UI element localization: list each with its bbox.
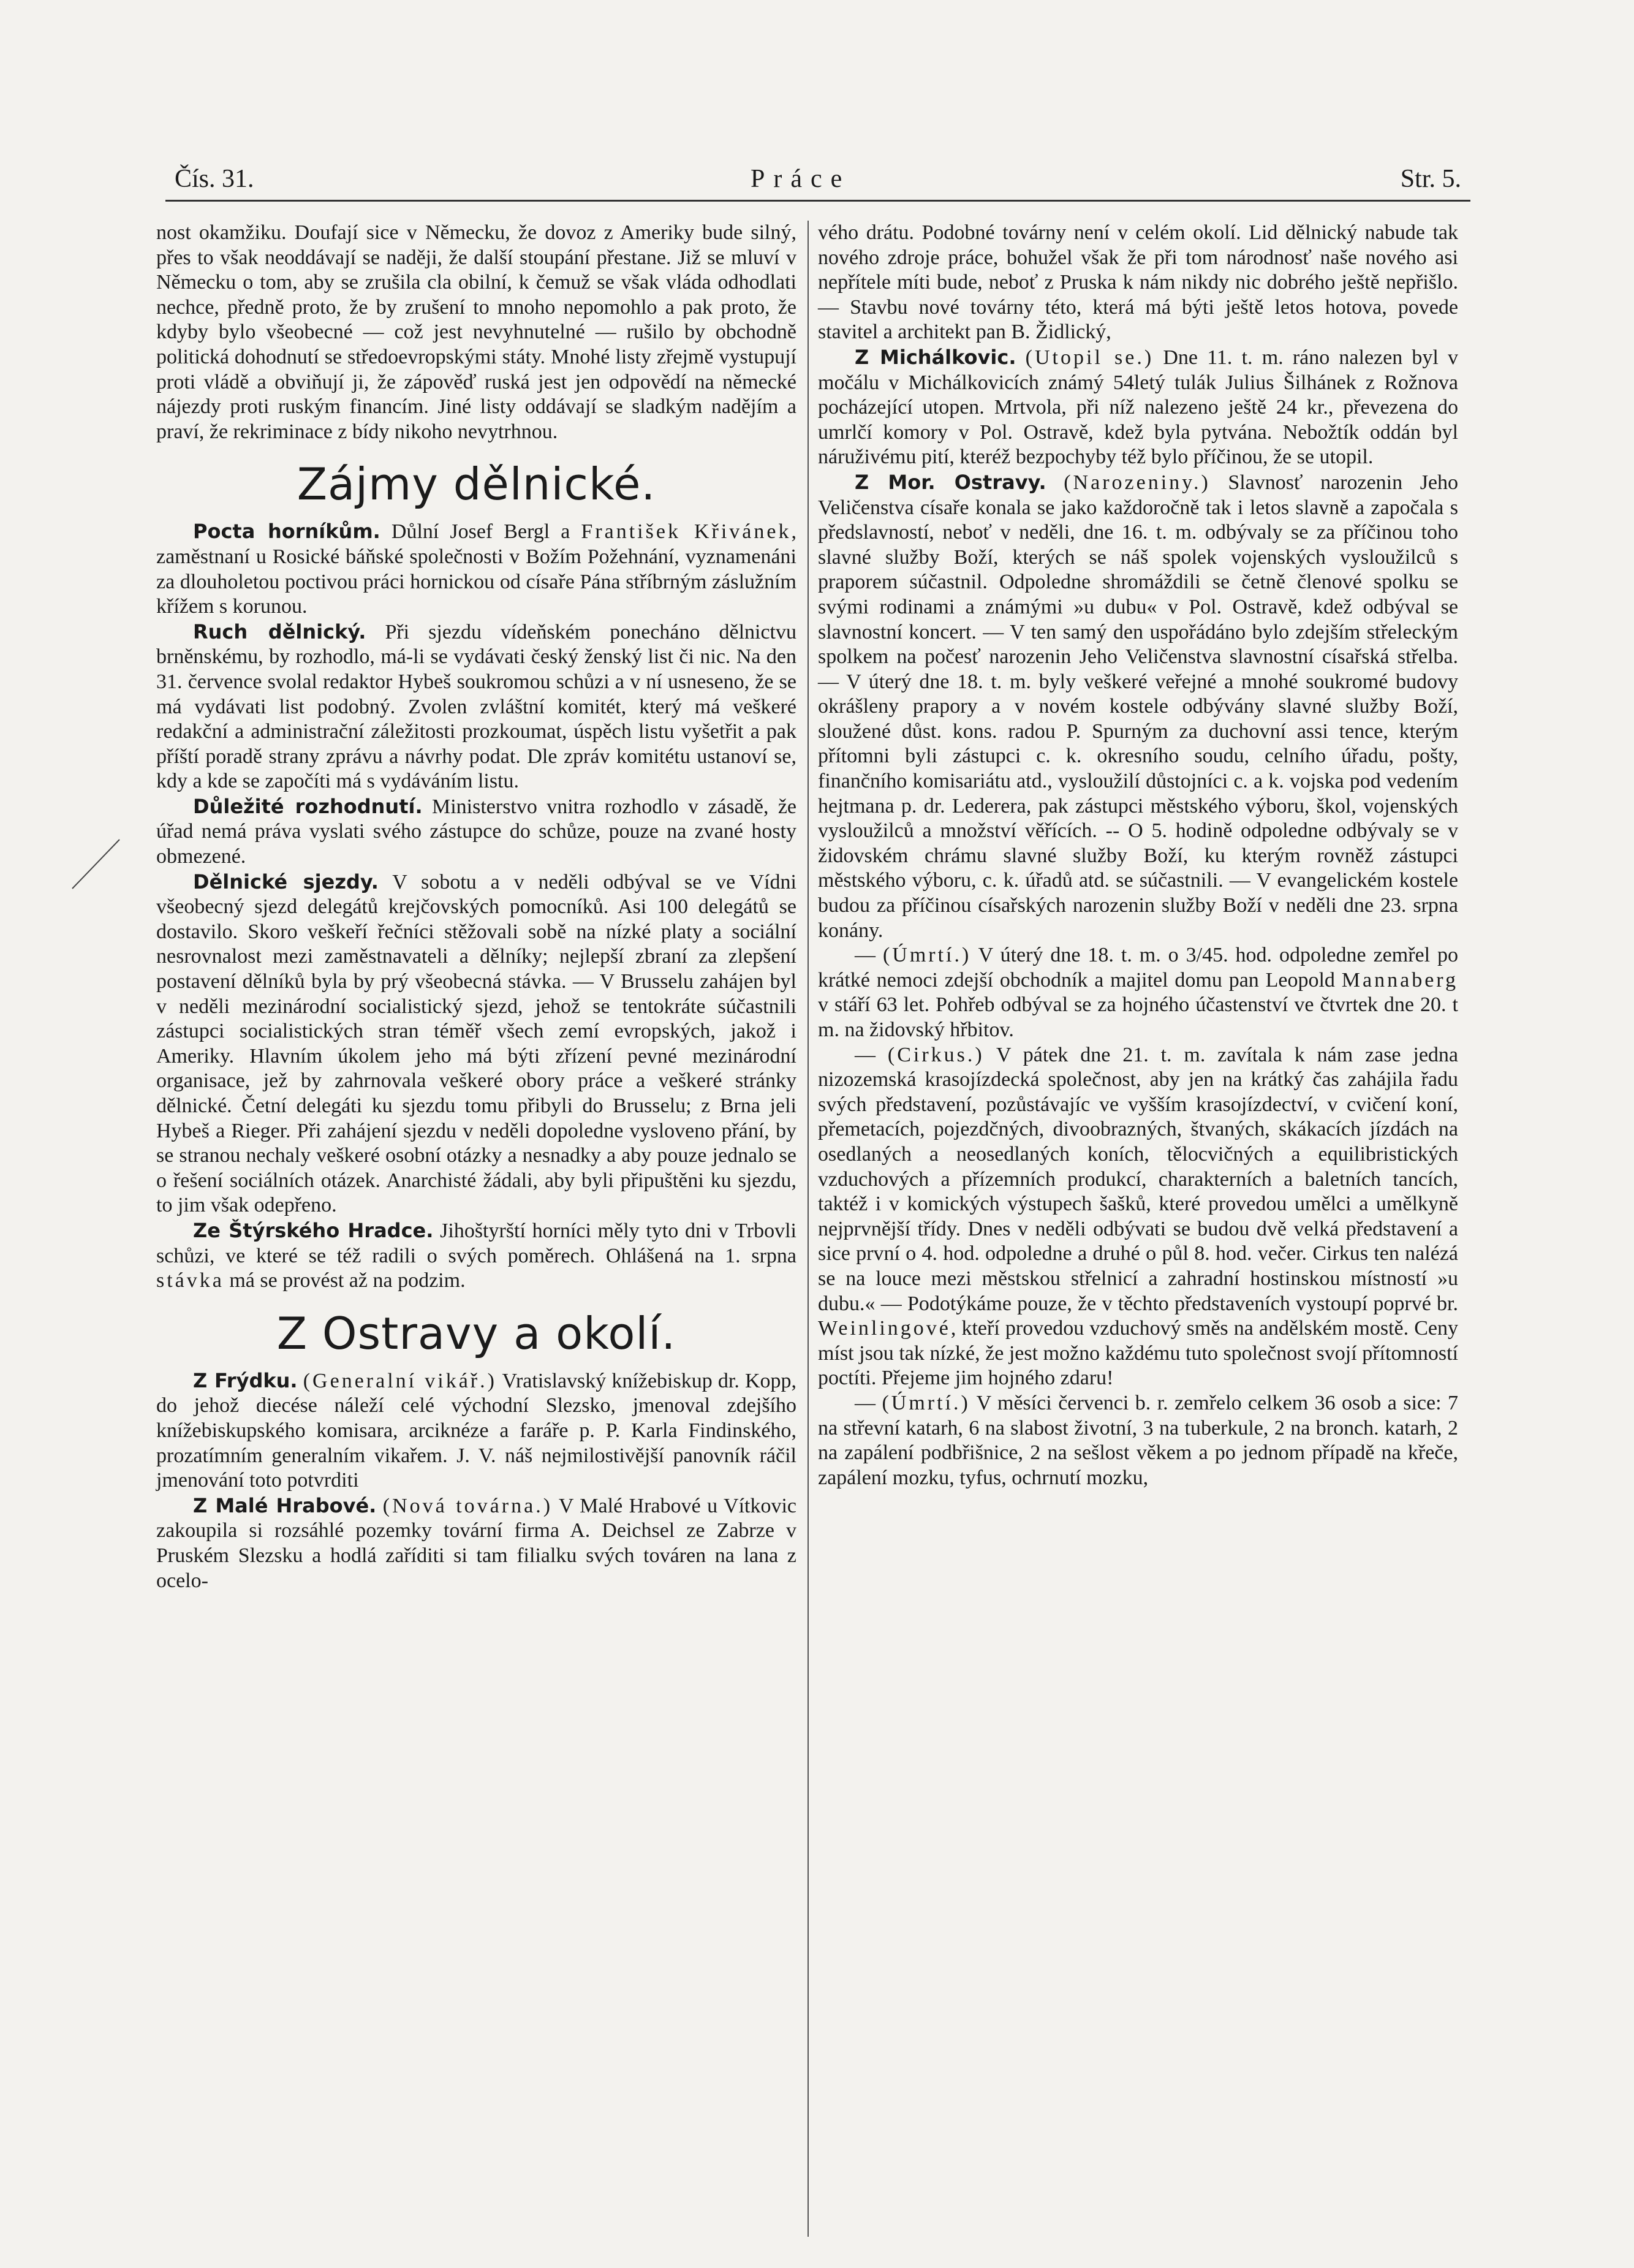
article-lead: Z Mor. Ostravy. [855, 470, 1046, 494]
article-dulezite [156, 794, 796, 870]
article-text: Slavnosť narozenin Jeho Veličenstva císaře konala se jako každoročně tak i letos slavně a započala s předslavností, neboť v neděli, dne 16. t. m. odbývaly se za příčinou toho slavné služby Boží, kterých se náš spolek vojenských vysloužilců s praporem súčastnil. Odpoledne shromáždili se četně členové spolku se svými rodinami a známými »u dubu« v Pol. Ostravě, kdež odbýval se slavnostní koncert. — V ten samý den uspořádáno bylo zdejším střeleckým spolkem na počesť narozenin Jeho Veličenstva slavnostní císařská střelba. — V úterý dne 18. t. m. byly veškeré veřejné a mnohé soukromé budovy okrášleny prapory a v novém kostele odbývány slavné služby Boží, sloužené důst. kons. radou P. Spurným za duchovní assi tence, kterým přítomni byli zástupci c. k. okresního soudu, celního úřadu, pošty, finančního komisariátu atd., vysloužilí důstojníci c. a k. vojska pod vedením hejtmana p. dr. Lederera, pak zástupci městského výboru, škol, vojenských vysloužilců a množství věřících. -- O 5. hodině odpoledne odbývaly se v židovském chrámu slavné služby Boží, ku kterým rovněž zástupci městského výboru, c. k. úřadů atd. se súčastnili. — V evangelickém kostele budou za příčinou císařských narozenin služby Boží v neděli dne 23. srpna konány. [818, 471, 1459, 942]
section-title-zajmy: Zájmy dělnické. [297, 458, 656, 510]
article-hrabove [156, 1493, 796, 1593]
article-pocta [156, 519, 796, 619]
article-text: V sobotu a v neděli odbýval se ve Vídni všeobecný sjezd delegátů krejčovských pomocníků. Asi 100 delegátů se dostavilo. Skoro veškeří řečníci stěžovali sobě na nízké platy a sociální nesrovnalost mezi zaměstnavateli a dělníky; nejlepší zbraní za zlepšení postavení dělníků byla by prý všeobecná stávka. — V Brusselu zahájen byl v neděli mezinárodní socialistický sjezd, jehož se tentokráte súčastnili zástupci socialistických stran téměř všech zemí evropských, jakož i Ameriky. Hlavním úkolem jeho má býti zřízení pevné mezinárodní organisace, jež by zahrnovala veškeré obory práce a veškeré stránky dělnické. Četní delegáti ku sjezdu tomu přibyli do Brusselu; z Brna jeli Hybeš a Rieger. Při zahájení sjezdu v neděli dopoledne vysloveno přání, by se stranou nechaly veškeré osobní otázky a nesnadky a aby pouze jednalo se o řešení sociálních otázek. Anarchisté žádali, aby byli připuštěni ku sjezdu, to jim však odepřeno. [156, 870, 797, 1217]
article-text: V Malé Hrabové u Vítkovic zakoupila si rozsáhlé pozemky tovární firma A. Deichsel ze Zabrze v Pruském Slezsku a hodlá zaříditi si tam filialku svých továren na lana z ocelo- [156, 1494, 797, 1592]
spaced-name: Mannaberg [1341, 968, 1458, 992]
article-sjezdy [156, 870, 796, 1218]
header-rule [165, 200, 1470, 202]
article-ostravy [818, 470, 1458, 943]
spaced-name: František Křivánek [581, 520, 792, 544]
article-text: Ministerstvo vnitra rozhodlo v zásadě, že úřad nemá práva vyslati svého zástupce do schůze, pouze na zvané hosty obmezené. [156, 795, 797, 868]
article-lead: Důležité rozhodnutí. [193, 794, 423, 818]
article-umrti-1: — (Úmrtí.) V úterý dne 18. t. m. o 3/45. hod. odpoledne zemřel po krátké nemoci zdejší obchodník a majitel domu pan Leopold Mannaberg v stáří 63 let. Pohřeb odbýval se za hojného účastenství ve čtvrtek dne 20. t m. na židovský hřbitov. [818, 944, 1459, 1041]
article-tag: (Narozeniny.) [1064, 471, 1211, 494]
article-lead: Pocta horníkům. [193, 520, 380, 544]
article-text: , kteří provedou vzduchový směs na andělském mostě. Ceny míst jsou tak nízké, že jest možno každému tuto společnost svojí přítomností poctíti. Přejeme jim hojného zdaru! [818, 1317, 1458, 1390]
column-divider [808, 221, 809, 2237]
right-column [818, 221, 1458, 1490]
article-lead: Z Michálkovic. [855, 345, 1016, 369]
article-cirkus: — (Cirkus.) V pátek dne 21. t. m. zavítala k nám zase jedna nizozemská krasojízdecká společnost, aby jen na krátký čas zahájila řadu svých představení, pozůstávajíc ve vyšším krasojízdectví, v cvičení koní, přemetacích, pojezdčných, divoobrazných, štvaných, skákacích jízdách na osedlaných a neosedlaných koních, tělocvičných a equilibristických vzduchových a přízemních produkcí, charakterních a baletních tancích, taktéž i v komických výstupech šašků, které provedou umělci a umělkyně nejprvnější třídy. Dnes v neděli odbývati se budou dvě velká představení a sice první o 4. hod. odpoledne a druhé o půl 8. hod. večer. Cirkus ten nalézá se na louce mezi městskou střelnicí a zahradní hostinskou místností »u dubu.« — Podotýkáme pouze, že v těchto představeních vystoupí poprvé br. Weinlingové, kteří provedou vzduchový směs na andělském mostě. Ceny míst jsou tak nízké, že jest možno každému tuto společnost svojí přítomností poctíti. Přejeme jim hojného zdaru! [818, 1043, 1459, 1390]
masthead-title: Práce [751, 165, 851, 193]
spaced-word: stávka [156, 1269, 224, 1292]
article-tag: (Nová továrna.) [382, 1494, 553, 1517]
article-text: , zaměstnaní u Rosické báňské společnosti v Božím Požehnání, vyznamenáni za dlouholetou poctivou práci hornickou od císaře Pána stříbrným záslužním křížem s korunou. [156, 520, 796, 618]
article-lead: Ze Štýrského Hradce. [193, 1218, 434, 1242]
article-text: v stáří 63 let. Pohřeb odbýval se za hojného účastenství ve čtvrtek dne 20. t m. na židovský hřbitov. [818, 993, 1458, 1041]
issue-number: Čís. 31. [175, 165, 254, 193]
article-lead: Z Malé Hrabové. [193, 1493, 377, 1517]
article-text: Při sjezdu vídeňském ponecháno dělnictvu brněnskému, by rozhodlo, má-li se vydávati český ženský list či nic. Na den 31. července svolal redaktor Hybeš soukromou schůzi a v ní usneseno, že se má vydávati list podobný. Zvolen zvláštní komitét, který má veškeré redakční a administrační záležitosti prozkoumat, úspěch listu vyšetřit a pak příští poradě strany zprávu a návrhy podat. Dle zpráv komitétu ustanoví se, kdy a kde se započíti má s vydáváním listu. [156, 620, 797, 793]
article-text: má se provést až na podzim. [224, 1269, 466, 1292]
left-column [156, 221, 796, 1593]
article-text: V úterý dne 18. t. m. o 3/45. hod. odpoledne zemřel po krátké nemoci zdejší obchodník a majitel domu pan Leopold [818, 944, 1459, 992]
article-text: Důlní Josef Bergl a [391, 520, 581, 544]
section-title-ostrava: Z Ostravy a okolí. [276, 1307, 676, 1359]
page-number: Str. 5. [1400, 165, 1461, 193]
article-tag: (Generalní vikář.) [303, 1369, 497, 1392]
article-ruch [156, 620, 796, 794]
continued-paragraph: vého drátu. Podobné továrny není v celém okolí. Lid dělnický nabude tak nového zdroje práce, bohužel však že při tom národnosť naše nového asi nepřítele míti bude, neboť z Pruska k nám nikdy nic dobrého ještě nepřišlo. — Stavbu nové továrny této, která má býti ještě letos hotova, povede stavitel a architekt pan B. Židlický, [818, 221, 1458, 344]
article-text: Jihoštyrští horníci měly tyto dni v Trbovli schůzi, ve které se též radili o svých poměrech. Ohlášená na 1. srpna [156, 1219, 797, 1267]
article-text: Dne 11. t. m. ráno nalezen byl v močálu v Michálkovicích známý 54letý tulák Julius Šilhánek z Rožnova pocházející utopen. Mrtvola, při níž nalezeno ještě 24 kr., převezena do umrlčí komory v Pol. Ostravě, kdež byla pytvána. Nebožtík oddán byl náruživému pití, kteréž bezpochyby též bylo příčinou, že se utopil. [818, 346, 1459, 469]
article-tag: (Úmrtí.) [882, 1391, 970, 1414]
article-tag: (Utopil se.) [1025, 346, 1154, 369]
pencil-mark [67, 836, 123, 892]
article-styrske [156, 1218, 796, 1294]
article-tag: (Úmrtí.) [882, 944, 972, 967]
article-lead: Ruch dělnický. [193, 620, 366, 643]
article-text: V měsíci červenci b. r. zemřelo celkem 36 osob a sice: 7 na střevní katarh, 6 na slabost životní, 3 na tuberkule, 2 na bronch. katarh, 2 na zapálení podbřišnice, 2 na sešlost věkem a po jednom případě na křeče, zapálení mozku, tyfus, ochrnutí mozku, [818, 1391, 1458, 1489]
article-tag: (Cirkus.) [887, 1043, 985, 1066]
article-text: Vratislavský knížebiskup dr. Kopp, do jehož diecése náleží celé východní Slezsko, jmenoval zdejšího knížebiskupského komisara, arciknéze a faráře p. P. Karla Findinského, prozatímním generalním vikařem. J. V. náš nejmilostivější panovník ráčil jmenování toto potvrditi [156, 1369, 797, 1492]
article-text: V pátek dne 21. t. m. zavítala k nám zase jedna nizozemská krasojízdecká společnost, aby jen na krátký čas zahájila řadu svých představení, pozůstávajíc ve vyšším krasojízdectví, v cvičení koní, přemetacích, pojezdčných, divoobrazných, štvaných, skákacích jízdách na osedlaných a neosedlaných koních, tělocvičných a equilibristických vzduchových a přízemních produkcí, charakterních a baletních tancích, taktéž i v komických výstupech šašků, které provedou umělci a umělkyně nejprvnější třídy. Dnes v neděli odbývati se budou dvě velká představení a sice první o 4. hod. odpoledne a druhé o půl 8. hod. večer. Cirkus ten nalézá se na louce mezi městskou střelnicí a zahradní hostinskou místností »u dubu.« — Podotýkáme pouze, že v těchto představeních vystoupí poprvé br. [818, 1043, 1459, 1315]
spaced-name: Weinlingové [818, 1317, 951, 1340]
article-frydek [156, 1368, 796, 1493]
continued-paragraph: nost okamžiku. Doufají sice v Německu, že dovoz z Ameriky bude silný, přes to však neoddávají se naději, že další stoupání přestane. Již se mluví v Německu o tom, aby se zrušila cla obilní, k čemuž se však vláda odhodlati nechce, předně proto, že by zrušení to mnoho nepomohlo a pak proto, že kdyby bylo všeobecné — což jest nevyhnutelné — rušilo by obchodně politická dohodnutí se středoevropskými státy. Mnohé listy zřejmě vystupují proti vládě a obviňují ji, že zápověď ruská jest jen odpovědí na německé nájezdy proti ruským financím. Jiné listy oddávají se sladkým nadějím a praví, že rekriminace z bídy nikoho nevytrhnou. [156, 221, 796, 443]
article-lead: Dělnické sjezdy. [193, 870, 379, 893]
article-michalkovic [818, 345, 1458, 470]
article-umrti-2: — (Úmrtí.) V měsíci červenci b. r. zemřelo celkem 36 osob a sice: 7 na střevní katarh, 6 na slabost životní, 3 na tuberkule, 2 na bronch. katarh, 2 na zapálení podbřišnice, 2 na sešlost věkem a po jednom případě na křeče, zapálení mozku, tyfus, ochrnutí mozku, [818, 1391, 1458, 1489]
article-lead: Z Frýdku. [193, 1368, 298, 1392]
page-header [175, 164, 1461, 195]
